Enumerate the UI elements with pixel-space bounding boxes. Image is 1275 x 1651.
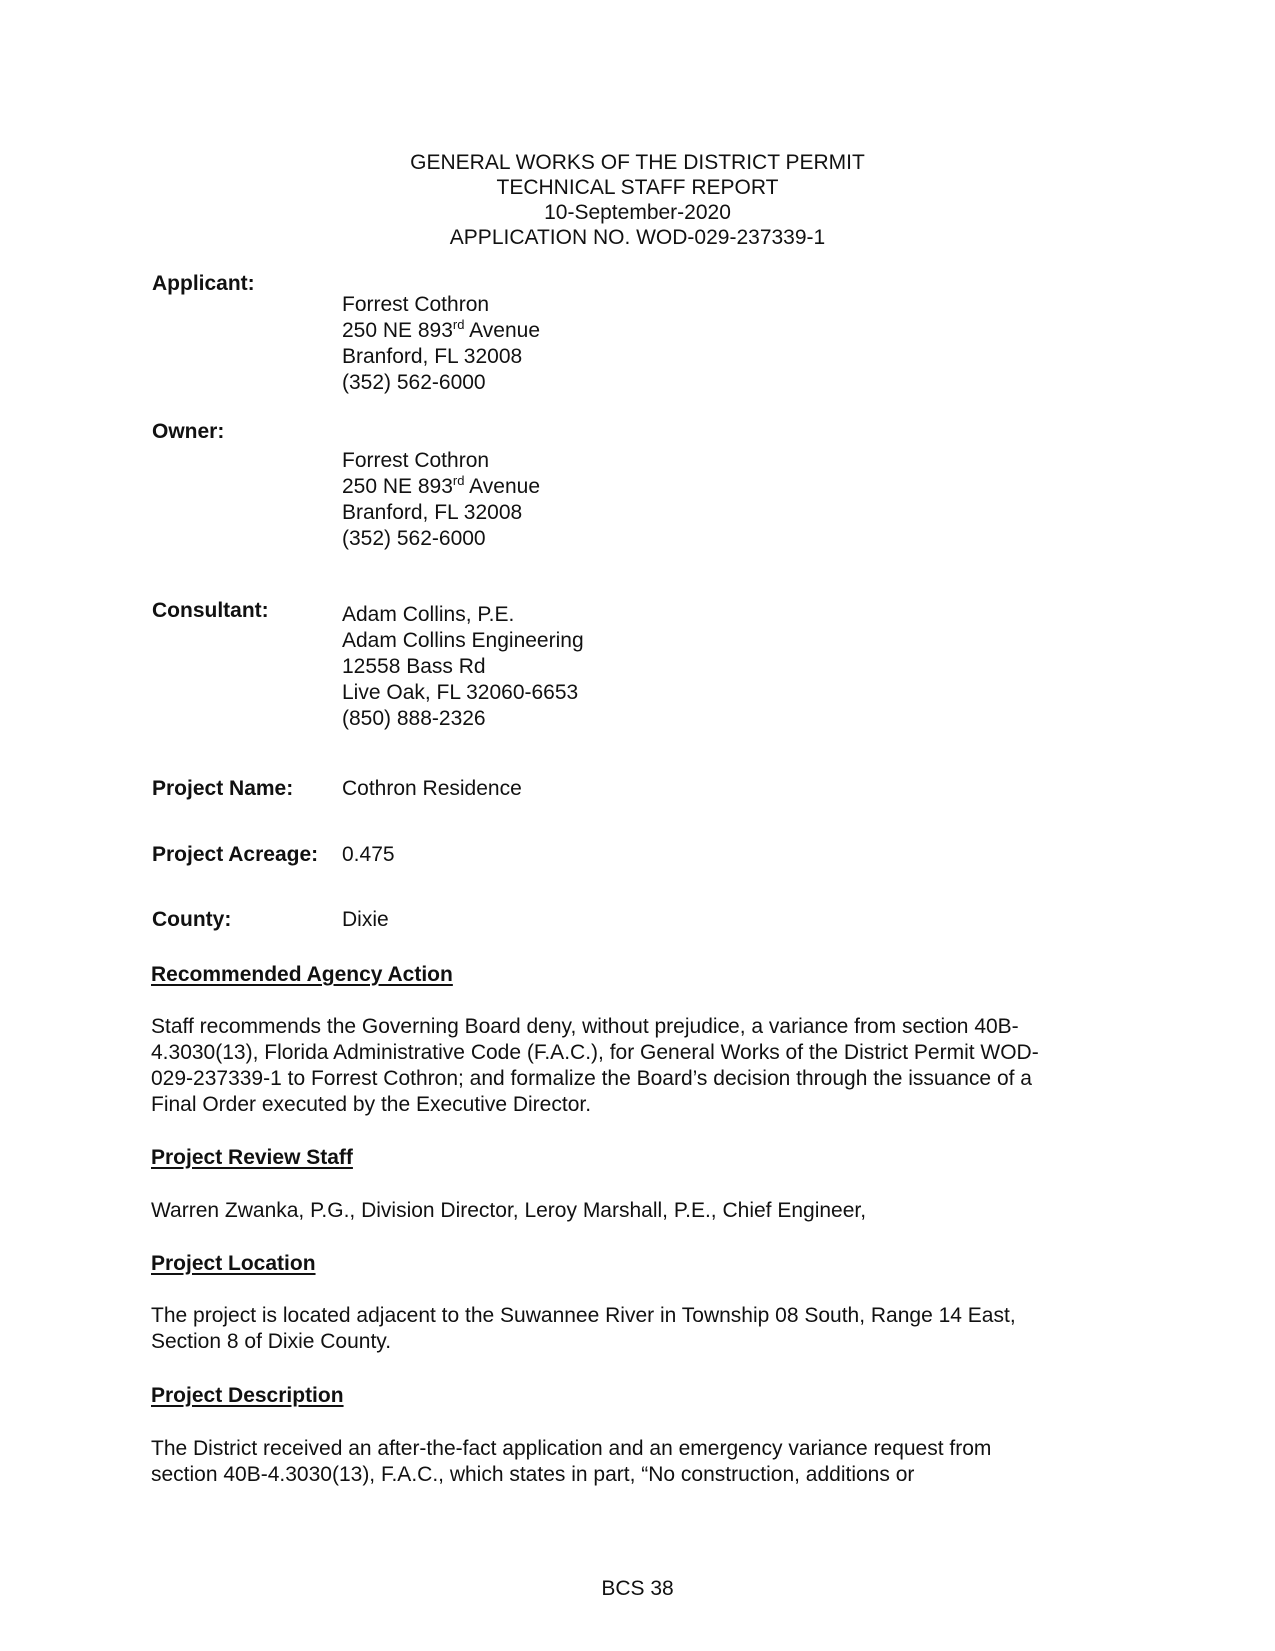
review-staff-line: Warren Zwanka, P.G., Division Director, Leroy Marshall, P.E., Chief Engineer, xyxy=(151,1199,867,1222)
county-label: County: xyxy=(152,908,232,931)
consultant-street: 12558 Bass Rd xyxy=(342,655,486,678)
report-title: TECHNICAL STAFF REPORT xyxy=(496,176,779,199)
project-acreage-label: Project Acreage: xyxy=(152,843,319,866)
page-number: BCS 38 xyxy=(601,1577,674,1600)
consultant-name: Adam Collins, P.E. xyxy=(342,603,515,626)
description-text xyxy=(151,1436,1141,1488)
owner-street: 250 NE 893rd Avenue xyxy=(342,473,541,498)
description-line: section 40B-4.3030(13), F.A.C., which states in part, “No construction, additions or xyxy=(151,1463,915,1486)
recommended-action-line: Staff recommends the Governing Board deny, without prejudice, a variance from section 40B- xyxy=(151,1015,1019,1038)
consultant-label: Consultant: xyxy=(152,599,269,622)
description-line: The District received an after-the-fact application and an emergency variance request from xyxy=(151,1437,992,1460)
report-header xyxy=(0,150,1275,250)
permit-title: GENERAL WORKS OF THE DISTRICT PERMIT xyxy=(410,151,865,174)
owner-city: Branford, FL 32008 xyxy=(342,501,523,524)
consultant-block xyxy=(342,602,584,732)
applicant-phone: (352) 562-6000 xyxy=(342,371,486,394)
consultant-phone: (850) 888-2326 xyxy=(342,707,486,730)
recommended-action-heading: Recommended Agency Action xyxy=(151,963,453,986)
location-heading: Project Location xyxy=(151,1252,316,1275)
owner-name: Forrest Cothron xyxy=(342,449,490,472)
owner-label: Owner: xyxy=(152,420,225,443)
description-heading: Project Description xyxy=(151,1384,344,1407)
applicant-city: Branford, FL 32008 xyxy=(342,345,523,368)
project-name-label: Project Name: xyxy=(152,777,294,800)
owner-phone: (352) 562-6000 xyxy=(342,527,486,550)
application-number: APPLICATION NO. WOD-029-237339-1 xyxy=(449,226,826,249)
project-name-value: Cothron Residence xyxy=(342,777,522,800)
county-value: Dixie xyxy=(342,908,389,931)
location-text xyxy=(151,1303,1141,1355)
report-date: 10-September-2020 xyxy=(544,201,731,224)
owner-block xyxy=(342,448,540,552)
recommended-action-line: 029-237339-1 to Forrest Cothron; and formalize the Board’s decision through the issuance of a xyxy=(151,1067,1032,1090)
applicant-label: Applicant: xyxy=(152,272,255,295)
applicant-block xyxy=(342,292,540,396)
project-acreage-value: 0.475 xyxy=(342,843,395,866)
recommended-action-text xyxy=(151,1014,1141,1118)
location-line: The project is located adjacent to the Suwannee River in Township 08 South, Range 14 East, xyxy=(151,1304,1016,1327)
consultant-firm: Adam Collins Engineering xyxy=(342,629,584,652)
location-line: Section 8 of Dixie County. xyxy=(151,1330,392,1353)
applicant-name: Forrest Cothron xyxy=(342,293,490,316)
review-staff-heading: Project Review Staff xyxy=(151,1146,353,1169)
applicant-street: 250 NE 893rd Avenue xyxy=(342,317,541,342)
consultant-city: Live Oak, FL 32060-6653 xyxy=(342,681,579,704)
recommended-action-line: 4.3030(13), Florida Administrative Code (F.A.C.), for General Works of the District Permit WOD- xyxy=(151,1041,1039,1064)
recommended-action-line: Final Order executed by the Executive Director. xyxy=(151,1093,592,1116)
review-staff-text xyxy=(151,1198,1141,1224)
